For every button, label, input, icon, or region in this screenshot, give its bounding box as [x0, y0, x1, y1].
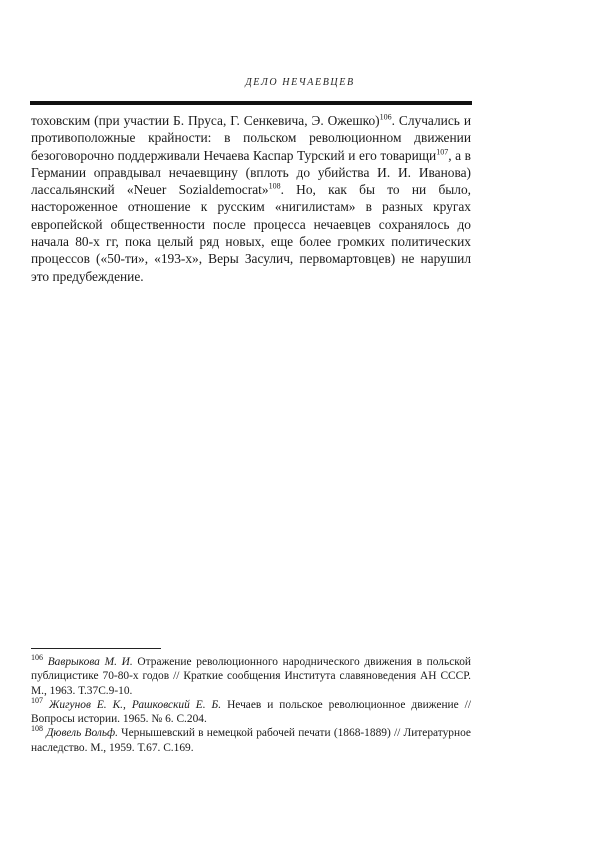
- footnote-number: 107: [31, 696, 43, 706]
- footnote-number: 106: [31, 653, 43, 663]
- footnote-text: Чернышевский в немецкой рабочей печати (1868-1889) // Литературное наследство. М., 1959. Т.67. С.169.: [31, 727, 471, 754]
- running-head: ДЕЛО НЕЧАЕВЦЕВ: [245, 77, 355, 88]
- footnote-rule: [31, 648, 161, 649]
- body-paragraph: [31, 112, 471, 285]
- footnote-text: Отражение революционного народнического движения в польской публицистике 70-80-х годов // Краткие сообщения Института славяноведения АН СССР. М., 1963. Т.37С.9-10.: [31, 656, 471, 697]
- footnotes: [31, 655, 471, 755]
- header-rule: [30, 101, 472, 105]
- footnote-ref-108: 108: [268, 181, 281, 191]
- footnote-author: Ваврыкова М. И.: [47, 656, 133, 668]
- main-text: [31, 112, 471, 285]
- footnote-ref-106: 106: [379, 112, 392, 122]
- footnote-107: [31, 698, 471, 727]
- footnote-author: Жигунов Е. К., Рашковский Е. Б.: [48, 698, 222, 711]
- footnote-ref-107: 107: [436, 147, 449, 157]
- body-text-4: . Но, как бы то ни было, настороженное отношение к русским «нигилистам» в разных кругах европейской общественности после процесса нечаевцев сохранялось до начала 80-х гг, пока целый ряд новых, еще более громких политических процессов («50-ти», «193-х», Веры Засулич, первомартовцев) не нарушил это предубеждение.: [31, 182, 472, 284]
- footnote-106: [31, 655, 471, 698]
- body-text-1: тоховским (при участии Б. Пруса, Г. Сенкевича, Э. Ожешко): [31, 113, 380, 128]
- footnote-108: [31, 726, 471, 755]
- footnote-number: 108: [31, 724, 43, 734]
- body-text-3: , а в Германии оправдывал нечаевщину (вплоть до убийства И. И. Иванова) лассальянский «Neuer Sozialdemocrat»: [31, 147, 471, 198]
- body-text-2: . Случались и противоположные крайности: в польском революционном движении безоговорочно поддерживали Нечаева Каспар Турский и его товарищи: [31, 113, 471, 163]
- footnote-author: Дювель Вольф.: [46, 727, 118, 740]
- footnote-text: Нечаев и польское революционное движение // Вопросы истории. 1965. № 6. С.204.: [31, 698, 471, 726]
